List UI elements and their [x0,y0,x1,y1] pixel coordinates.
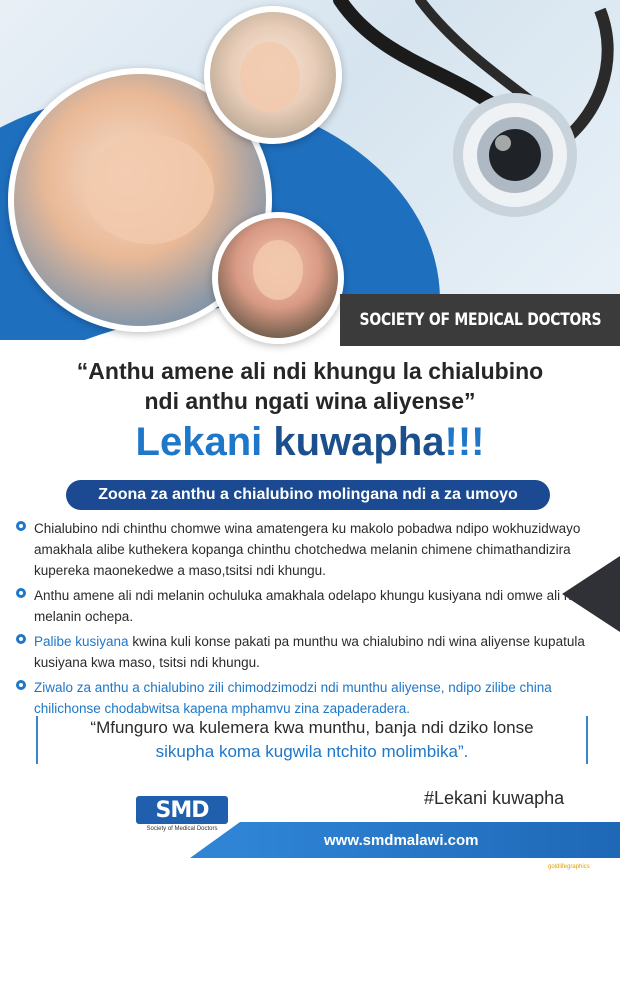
headline [0,418,620,466]
bullet-circle-icon [16,588,26,598]
list-item-accent: Palibe kusiyana [34,634,129,649]
arrow-decoration [562,556,620,632]
headline-part-1: Lekani [135,420,263,464]
headline-part-3: !!! [444,420,485,464]
patient-photo [212,212,344,344]
child-photo [204,6,342,144]
photo-face-shape [240,42,300,112]
bullet-circle-icon [16,521,26,531]
footer-triangle-decoration [190,822,240,858]
stethoscope-image [300,0,620,300]
list-item [16,585,606,627]
list-item [16,631,606,673]
photo-face-shape [253,240,303,300]
list-item-text: Anthu amene ali ndi melanin ochuluka amakhala odelapo khungu kusiyana ndi omwe ali ndi melanin ochepa. [34,588,582,624]
closing-quote-line-2: sikupha koma kugwila ntchito molimbika”. [155,742,469,761]
subheading-text: Zoona za anthu a chialubino molingana ndi a za umoyo [98,486,518,503]
photo-face-shape [84,134,214,244]
bullet-circle-icon [16,634,26,644]
quote-line-1: “Anthu amene ali ndi khungu la chialubino [76,358,544,384]
quote-line-2: ndi anthu ngati wina aliyense” [144,388,476,414]
list-item-text: Ziwalo za anthu a chialubino zili chimodzimodzi ndi munthu aliyense, ndipo zilibe china chilichonse chodabwitsa kapena mphamvu zina zapaderadera. [34,680,552,716]
designer-credit: goldlifegraphics [548,864,590,870]
list-item-text: Chialubino ndi chinthu chomwe wina amatengera ku makolo pobadwa ndipo wokhuzidwayo amakhala alibe kuthekera kopanga chinthu chotchedwa melanin chimene chimathandizira kupereka maonekedwe a maso,tsitsi ndi khungu. [34,521,581,578]
closing-quote-line-1: “Mfunguro wa kulemera kwa munthu, banja ndi dziko lonse [90,718,534,737]
main-quote [20,356,600,416]
list-item [16,518,606,581]
logo-acronym: SMD [136,796,228,824]
facts-list [16,518,606,723]
logo-subtitle: Society of Medical Doctors [146,826,218,832]
list-item [16,677,606,719]
list-item-text [34,631,606,673]
organization-banner [340,294,620,346]
organization-name: SOCIETY OF MEDICAL DOCTORS [359,310,601,330]
hashtag: #Lekani kuwapha [424,788,565,808]
website-link[interactable]: www.smdmalawi.com [324,831,479,849]
closing-quote [36,716,588,764]
footer-bar [240,822,620,858]
list-item-rest: kwina kuli konse pakati pa munthu wa chialubino ndi wina aliyense kupatula kusiyana kwa maso, tsitsi ndi khungu. [34,634,585,670]
headline-part-2: kuwapha [273,420,445,464]
subheading-pill [66,480,550,510]
bullet-circle-icon [16,680,26,690]
